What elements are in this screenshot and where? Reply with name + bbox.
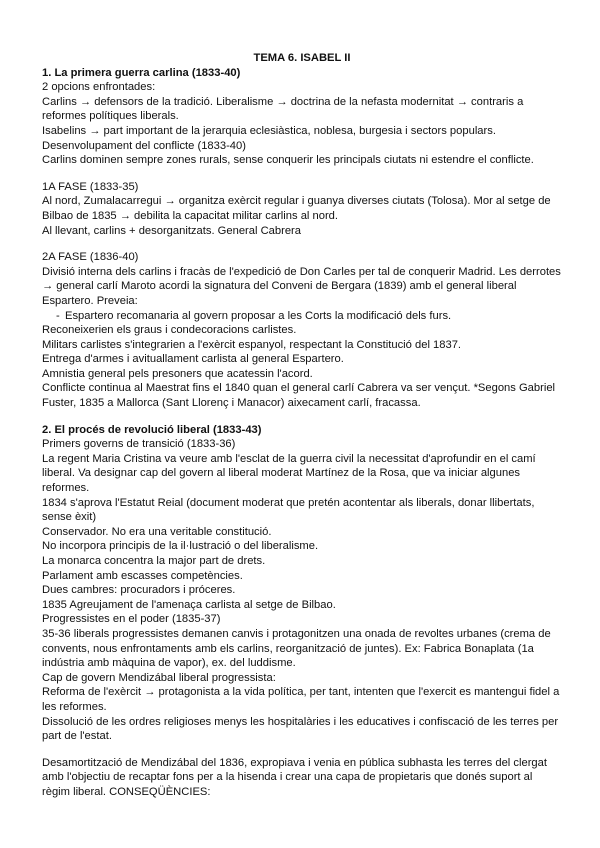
paragraph: Militars carlistes s'integrarien a l'exèrcit espanyol, respectant la Constitució del 1837.	[42, 338, 462, 351]
paragraph: Entrega d'armes i avituallament carlista al general Espartero.	[42, 353, 344, 366]
spacer	[42, 168, 562, 180]
paragraph: 1834 s'aprova l'Estatut Reial (document moderat que pretén acontentar als liberals, donar llibertats, sense èxit)	[42, 496, 535, 524]
bullet-item	[42, 309, 562, 324]
paragraph: Al llevant, carlins + desorganitzats. General Cabrera	[42, 224, 301, 237]
document-title: TEMA 6. ISABEL II	[253, 52, 351, 64]
paragraph: La regent Maria Cristina va veure amb l'esclat de la guerra civil la necessitat d'aprofundir en el camí liberal. Va designar cap del govern al liberal moderat Martínez de la Rosa, que va iniciar algunes reformes.	[42, 452, 536, 495]
paragraph: La monarca concentra la major part de drets.	[42, 555, 266, 567]
paragraph: Conservador. No era una veritable constitució.	[42, 525, 272, 538]
spacer	[42, 744, 562, 756]
paragraph: Dissolució de les ordres religioses menys les hospitalàries i les educatives i confiscació de les terres per part de l'estat.	[42, 715, 559, 743]
section-2-heading: 2. El procés de revolució liberal (1833-43)	[42, 423, 262, 436]
spacer	[42, 411, 562, 423]
phase-1-heading: 1A FASE (1833-35)	[42, 180, 139, 193]
paragraph: Carlins dominen sempre zones rurals, sense conquerir les principals ciutats ni estendre el conflicte.	[42, 154, 534, 167]
paragraph: Desamortització de Mendizábal del 1836, expropiava i venia en pública subhasta les terres del clergat amb l'objectiu de recaptar fons per a la hisenda i crear una capa de propietaris que donés suport al règim liberal. CONSEQÜÈNCIES:	[42, 756, 547, 798]
paragraph: Desenvolupament del conflicte (1833-40)	[42, 139, 246, 152]
paragraph: Primers governs de transició (1833-36)	[42, 438, 236, 451]
document-body	[42, 51, 562, 800]
paragraph: Progressistes en el poder (1835-37)	[42, 613, 221, 626]
paragraph: Amnistia general pels presoners que acatessin l'acord.	[42, 367, 313, 380]
paragraph: Carlins → defensors de la tradició. Liberalisme → doctrina de la nefasta modernitat → contraris a reformes polítiques liberals.	[42, 95, 524, 123]
paragraph: Cap de govern Mendizábal liberal progressista:	[42, 671, 276, 684]
paragraph: Reforma de l'exèrcit → protagonista a la vida política, per tant, intenten que l'exercit es mantengui fidel a les reformes.	[42, 686, 560, 713]
paragraph: 35-36 liberals progressistes demanen canvis i protagonitzen una onada de revoltes urbanes (crema de convents, nous enfrontaments amb els carlins, reorganització de juntes). Ex: Fabrica Bonaplata (1a indústria amb màquina de vapor), ex. del luddisme.	[42, 627, 551, 670]
spacer	[42, 238, 562, 250]
bullet-dash: -	[56, 309, 60, 322]
paragraph: Reconeixerien els graus i condecoracions carlistes.	[42, 324, 297, 337]
paragraph: No incorpora principis de la il·lustració o del liberalisme.	[42, 540, 319, 553]
paragraph: Conflicte continua al Maestrat fins el 1840 quan el general carlí Cabrera va ser vençut. *Segons Gabriel Fuster, 1835 a Mallorca (Sant Llorenç i Manacor) aixecament carlí, fracassa.	[42, 382, 556, 410]
paragraph: Divisió interna dels carlins i fracàs de l'expedició de Don Carles per tal de conquerir Madrid. Les derrotes → general carlí Maroto acordi la signatura del Conveni de Bergara (1839) amb el general liberal Espartero. Preveia:	[42, 265, 561, 307]
paragraph: 1835 Agreujament de l'amenaça carlista al setge de Bilbao.	[42, 598, 336, 611]
phase-2-heading: 2A FASE (1836-40)	[42, 251, 139, 264]
paragraph: Parlament amb escasses competències.	[42, 569, 243, 582]
paragraph: 2 opcions enfrontades:	[42, 81, 156, 94]
section-1-heading: 1. La primera guerra carlina (1833-40)	[42, 66, 241, 79]
bullet-text: Espartero recomanaria al govern proposar a les Corts la modificació dels furs.	[65, 309, 452, 322]
paragraph: Isabelins → part important de la jerarquia eclesiàstica, noblesa, burgesia i sectors populars.	[42, 124, 496, 137]
paragraph: Dues cambres: procuradors i próceres.	[42, 584, 236, 597]
paragraph: Al nord, Zumalacarregui → organitza exèrcit regular i guanya diverses ciutats (Tolosa). Mor al setge de Bilbao de 1835 → debilita la capacitat militar carlins al nord.	[42, 195, 551, 222]
